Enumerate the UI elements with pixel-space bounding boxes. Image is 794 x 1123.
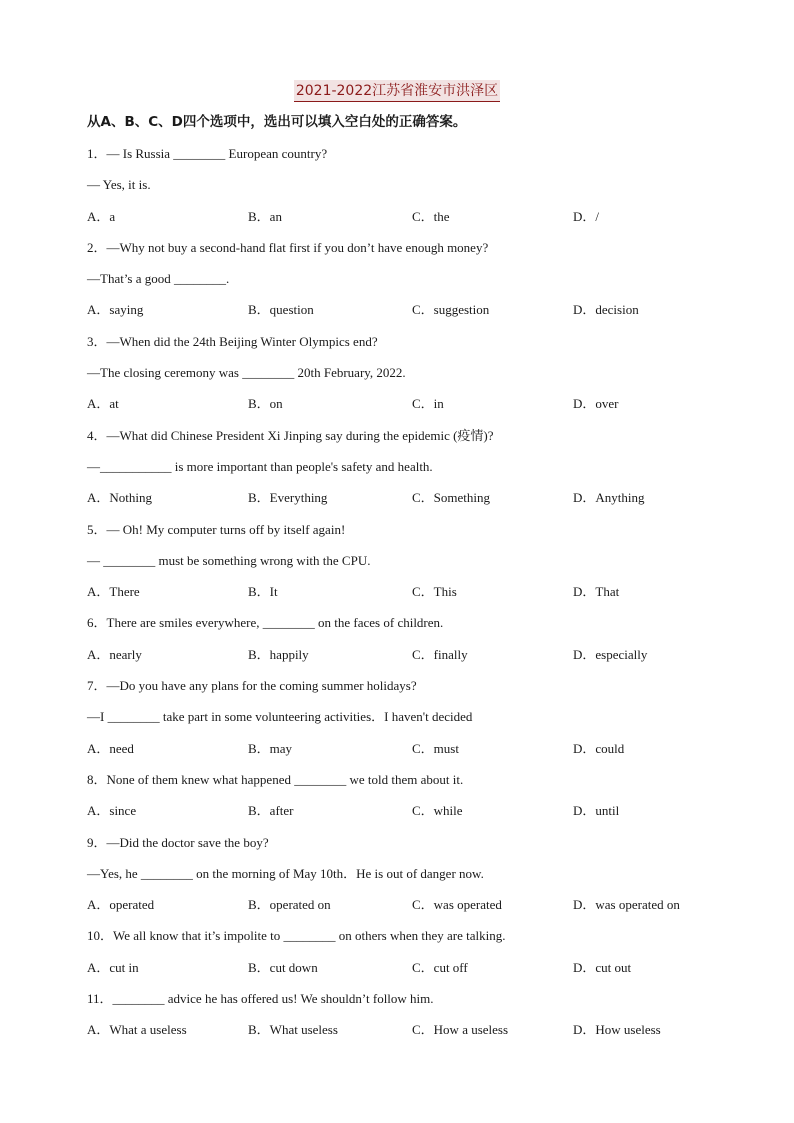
- option-row: [87, 738, 727, 769]
- option-c: C．cut off: [412, 959, 468, 975]
- option-b: B．after: [248, 803, 294, 819]
- question-reply: —I ________ take part in some volunteering activities．I haven't decided: [87, 709, 473, 725]
- question-6: [87, 612, 727, 675]
- option-d: D．/: [573, 208, 600, 224]
- option-c: C．must: [412, 740, 459, 756]
- option-c: C．was operated: [412, 897, 502, 913]
- option-a: A．There: [87, 584, 140, 600]
- question-list: [87, 143, 727, 1051]
- question-reply: —Yes, he ________ on the morning of May 10th．He is out of danger now.: [87, 865, 484, 881]
- question-reply: — Yes, it is.: [87, 177, 151, 193]
- question-reply: — ________ must be something wrong with the CPU.: [87, 552, 371, 568]
- option-d: D．until: [573, 803, 620, 819]
- question-5: [87, 519, 727, 613]
- option-row: [87, 894, 727, 925]
- question-4: [87, 425, 727, 519]
- question-reply: —That’s a good ________.: [87, 271, 230, 287]
- question-stem: 7．—Do you have any plans for the coming summer holidays?: [87, 678, 417, 694]
- option-row: [87, 1019, 727, 1050]
- question-stem: 6．There are smiles everywhere, ________ on the faces of children.: [87, 615, 444, 631]
- option-d: D．How useless: [573, 1022, 661, 1038]
- question-stem: 8．None of them knew what happened ________ we told them about it.: [87, 771, 464, 787]
- option-c: C．the: [412, 208, 450, 224]
- option-row: [87, 644, 727, 675]
- question-1: [87, 143, 727, 237]
- option-row: [87, 299, 727, 330]
- option-c: C．finally: [412, 646, 468, 662]
- question-stem: 11．________ advice he has offered us! We shouldn’t follow him.: [87, 991, 434, 1007]
- option-a: A．saying: [87, 302, 144, 318]
- option-b: B．cut down: [248, 959, 318, 975]
- option-b: B．What useless: [248, 1022, 338, 1038]
- option-row: [87, 487, 727, 518]
- option-a: A．a: [87, 208, 116, 224]
- option-c: C．This: [412, 584, 457, 600]
- option-b: B．happily: [248, 646, 309, 662]
- option-b: B．may: [248, 740, 293, 756]
- option-a: A．What a useless: [87, 1022, 187, 1038]
- option-row: [87, 957, 727, 988]
- option-c: C．How a useless: [412, 1022, 509, 1038]
- option-d: D．decision: [573, 302, 639, 318]
- question-reply: —The closing ceremony was ________ 20th February, 2022.: [87, 365, 406, 381]
- option-b: B．an: [248, 208, 282, 224]
- option-c: C．suggestion: [412, 302, 490, 318]
- option-a: A．operated: [87, 897, 155, 913]
- question-11: [87, 988, 727, 1051]
- question-stem: 5．— Oh! My computer turns off by itself again!: [87, 521, 346, 537]
- option-a: A．Nothing: [87, 490, 153, 506]
- question-2: [87, 237, 727, 331]
- option-d: D．over: [573, 396, 619, 412]
- option-row: [87, 393, 727, 424]
- option-a: A．at: [87, 396, 119, 412]
- question-10: [87, 925, 727, 988]
- question-stem: 3．—When did the 24th Beijing Winter Olympics end?: [87, 333, 378, 349]
- question-8: [87, 769, 727, 832]
- option-c: C．while: [412, 803, 463, 819]
- option-c: C．in: [412, 396, 444, 412]
- option-d: D．was operated on: [573, 897, 680, 913]
- question-stem: 9．—Did the doctor save the boy?: [87, 834, 269, 850]
- option-a: A．need: [87, 740, 134, 756]
- instruction: 从A、B、C、D四个选项中，选出可以填入空白处的正确答案。: [87, 114, 467, 130]
- question-reply: —___________ is more important than people's safety and health.: [87, 458, 433, 474]
- option-d: D．could: [573, 740, 625, 756]
- option-d: D．cut out: [573, 959, 632, 975]
- title-wrap: [0, 80, 794, 102]
- question-3: [87, 331, 727, 425]
- option-b: B．operated on: [248, 897, 331, 913]
- option-b: B．on: [248, 396, 283, 412]
- question-stem: 4．—What did Chinese President Xi Jinping say during the epidemic (疫情)?: [87, 427, 494, 443]
- option-row: [87, 581, 727, 612]
- option-d: D．That: [573, 584, 620, 600]
- option-d: D．Anything: [573, 490, 645, 506]
- document-title[interactable]: 2021-2022江苏省淮安市洪泽区: [294, 80, 500, 102]
- option-c: C．Something: [412, 490, 491, 506]
- option-a: A．nearly: [87, 646, 142, 662]
- option-row: [87, 800, 727, 831]
- option-a: A．cut in: [87, 959, 139, 975]
- question-stem: 10．We all know that it’s impolite to ________ on others when they are talking.: [87, 928, 506, 944]
- option-row: [87, 206, 727, 237]
- option-b: B．It: [248, 584, 278, 600]
- question-stem: 1．— Is Russia ________ European country?: [87, 146, 328, 161]
- option-d: D．especially: [573, 646, 648, 662]
- question-stem: 2．—Why not buy a second-hand flat first if you don’t have enough money?: [87, 239, 489, 255]
- option-a: A．since: [87, 803, 137, 819]
- question-9: [87, 832, 727, 926]
- question-7: [87, 675, 727, 769]
- option-b: B．Everything: [248, 490, 328, 506]
- option-b: B．question: [248, 302, 314, 318]
